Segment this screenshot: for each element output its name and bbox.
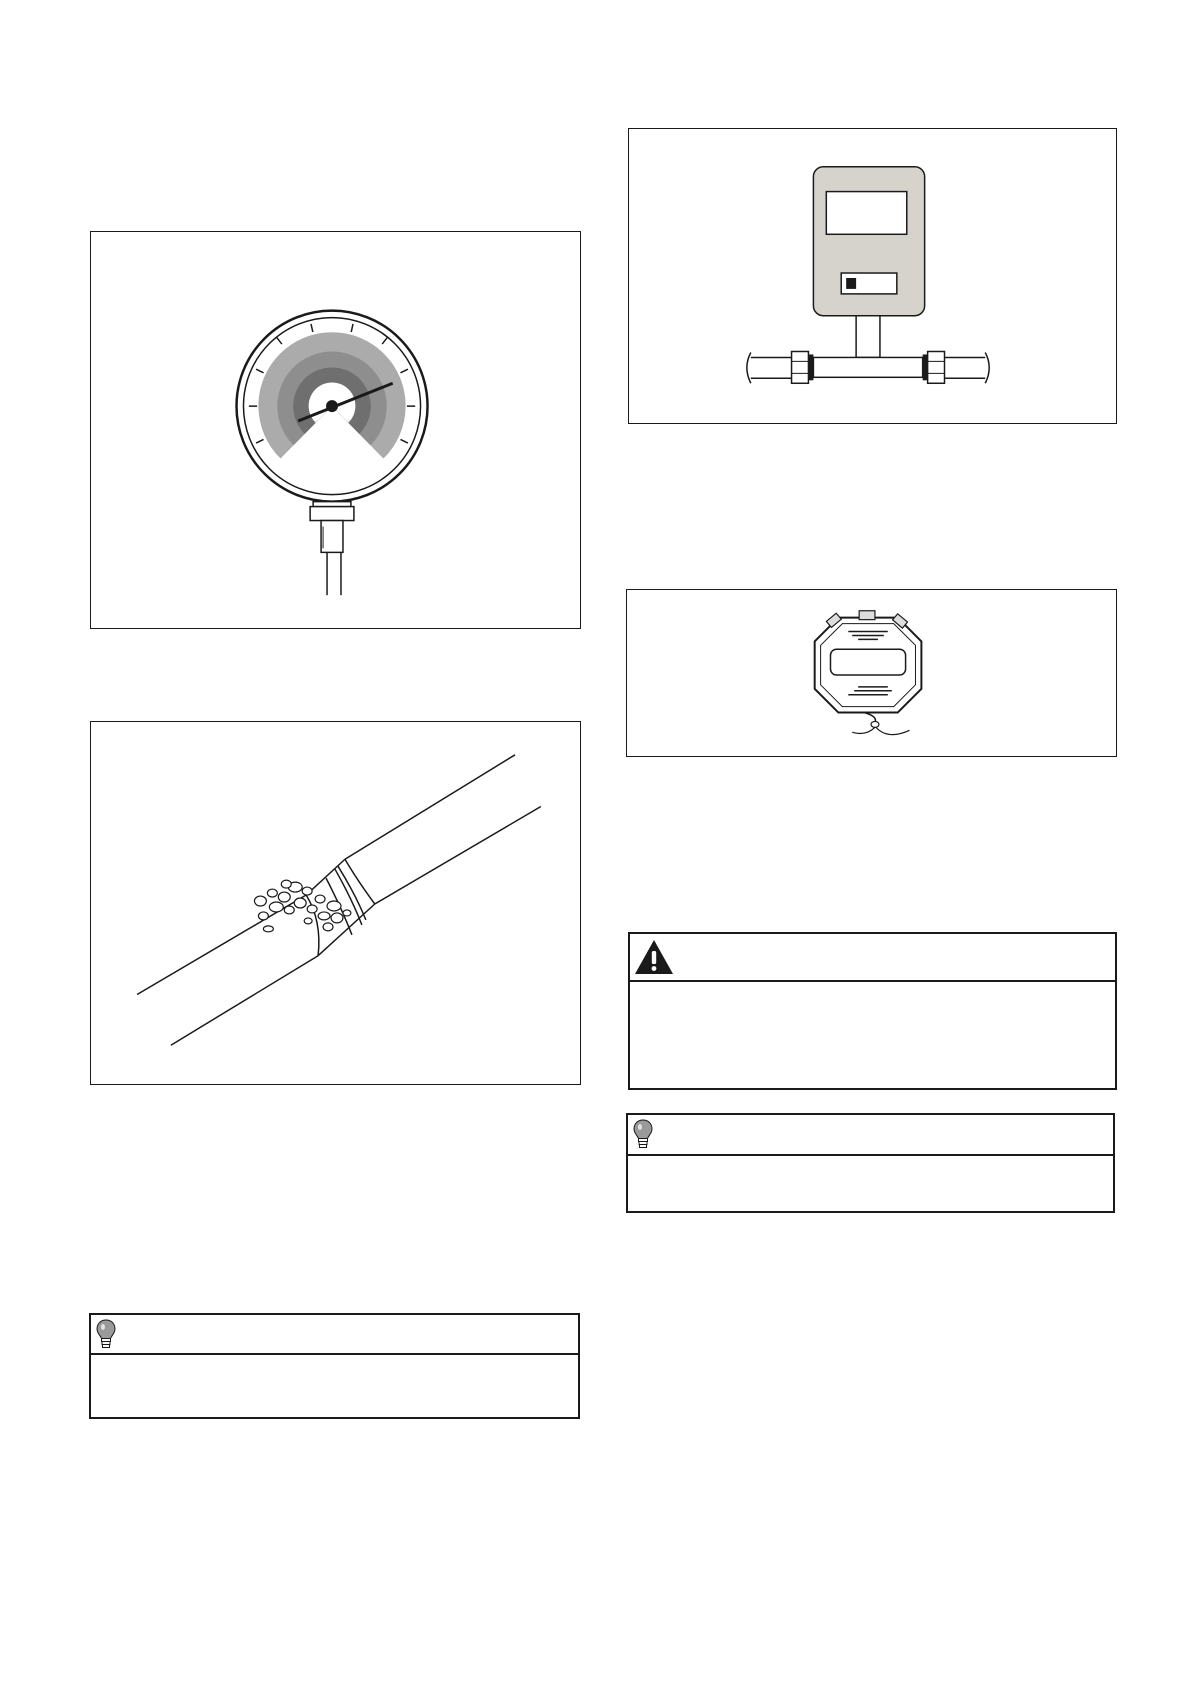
digital-flow-meter-illustration <box>629 129 1116 423</box>
tip-notice-header <box>628 1115 1113 1156</box>
warning-triangle-icon <box>633 938 675 976</box>
tip-notice-body <box>628 1156 1113 1211</box>
lightbulb-icon <box>632 1118 654 1150</box>
warning-notice <box>628 932 1117 1090</box>
tip-notice-left <box>89 1313 580 1419</box>
stopwatch-illustration <box>627 590 1116 756</box>
tip-notice-body <box>91 1355 578 1417</box>
tip-notice-right <box>626 1113 1115 1213</box>
flow-meter-figure <box>628 128 1117 424</box>
pressure-gauge-illustration <box>91 232 580 628</box>
pipe-leak-figure <box>90 721 581 1085</box>
pressure-gauge-figure <box>90 231 581 629</box>
tip-notice-header <box>91 1315 578 1355</box>
warning-notice-body <box>630 982 1115 1088</box>
stopwatch-figure <box>626 589 1117 757</box>
lightbulb-icon <box>95 1318 117 1350</box>
pipe-leak-bubbles-illustration <box>91 722 580 1084</box>
warning-notice-header <box>630 934 1115 982</box>
